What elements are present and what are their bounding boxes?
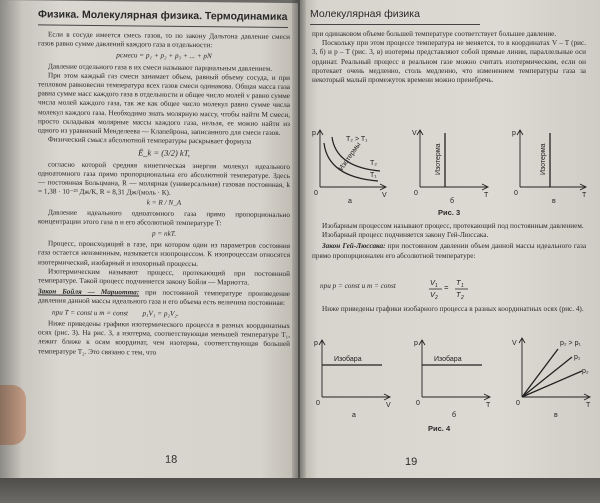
paragraph: Давление идеального одноатомного газа прямо пропорционально концентрации этого газа n и его абсолютной температуре T:: [38, 208, 290, 228]
subfigure-label: в: [554, 412, 558, 419]
law-paragraph: [312, 242, 586, 260]
book-gutter: [292, 0, 306, 480]
paragraph: Изобарный процесс подчиняется закону Гей-Люссака.: [322, 231, 489, 240]
figure-3-caption: Рис. 3: [438, 208, 461, 217]
right-page: [300, 0, 600, 480]
svg-text:=: =: [444, 283, 449, 292]
pressure-formula: p = nkT.: [151, 229, 177, 238]
svg-text:2: 2: [461, 295, 464, 301]
axis-label: T: [586, 402, 591, 409]
formula-condition: при p = const и m = const: [320, 282, 396, 290]
paragraph: Поскольку при этом процессе температура не меняется, то в координатах V – T (рис. 3, б) и p – T (рис. 3, в) изотермы представляют собой прямые линии, параллельные оси ординат. Реальный процесс в реальном газе можно считать изотермическим, если он протекает очень медленно, столь медленно, что изменением температуры газа за некоторый малый промежуток времени можно пренебречь.: [312, 39, 586, 85]
svg-text:T: T: [456, 290, 461, 299]
ratio-formula: [428, 275, 488, 301]
origin-label: 0: [514, 190, 518, 197]
boyle-equation: p₁V₁ = p₂V₂.: [142, 309, 179, 318]
svg-text:1: 1: [461, 283, 464, 289]
axis-label: V: [512, 340, 517, 347]
svg-text:1: 1: [435, 283, 438, 289]
boyle-formula: [38, 308, 290, 320]
paragraph: Если в сосуде имеется смесь газов, то по закону Дальтона давление смеси газов равно сумме давлений каждого газа в отдельности:: [38, 30, 290, 50]
right-page-text-bottom: [312, 305, 586, 314]
paragraph: Изотермическим называют процесс, протекающий при постоянной температуре. Такой процесс подчиняется закону Бойля — Мариотта.: [38, 267, 290, 287]
table-surface: [0, 478, 600, 503]
energy-formula: Ē_k = (3/2) kT,: [138, 147, 190, 159]
line-label-p1: p₁: [574, 354, 581, 361]
origin-label: 0: [314, 190, 318, 197]
svg-text:V: V: [430, 278, 436, 287]
paragraph: согласно которой средняя кинетическая энергия молекул идеального одноатомного газа прямо пропорциональна его абсолютной температуре. Здесь — постоянная Больцмана, R — молярная (универсальная) газовая постоянная, k = 1,38 · 10⁻²³ Дж/К, R = 8,31 Дж/(моль · К).: [38, 160, 290, 198]
axis-label: p: [512, 130, 516, 137]
law-title: Закон Гей-Люссака:: [322, 242, 386, 251]
law-title: Закон Бойля — Мариотта:: [38, 287, 140, 297]
axis-label: V: [382, 192, 387, 199]
right-page-text-mid: [312, 222, 586, 261]
isobar-label: Изобара: [334, 356, 362, 363]
left-page: [0, 0, 298, 483]
paragraph: Изобарным процессом называют процесс, протекающий под постоянным давлением.: [322, 222, 584, 230]
subfigure-label: б: [450, 198, 455, 205]
svg-text:V: V: [430, 290, 436, 299]
subfigure-label: в: [552, 198, 556, 205]
subfigure-label: а: [348, 198, 352, 205]
subfigure-label: б: [452, 412, 457, 419]
page-number: 19: [405, 456, 418, 468]
page-number: 18: [165, 453, 178, 466]
figure-4-caption: Рис. 4: [428, 424, 451, 433]
origin-label: 0: [516, 400, 520, 407]
left-page-text: [38, 30, 290, 358]
origin-label: 0: [414, 190, 418, 197]
pressure-relation: p₂ > p₁: [560, 340, 581, 347]
right-page-text-top: [312, 30, 586, 85]
dalton-formula: pсмеси = p₁ + p₂ + p₃ + ... + pN: [116, 51, 212, 61]
figure-4: [310, 335, 595, 420]
paragraph: При этом каждый газ смеси занимает объем, равный объему сосуда, и при тепловом равновесии температура всех газов смеси одинакова. Общая масса газа равна сумме масс каждого газа в отдельности и общее число молей v равно сумме числа молей каждого газа, так же как общее число молекул равно сумме числа молекул каждого газа. Необходимо знать молярную массу, чтобы найти M смеси, просто складывая молярные массы каждого газа, нельзя, ее можно найти из одного из уравнений Менделеева — Клапейрона, записанного для смеси газов.: [38, 71, 290, 137]
line-label-p2: p₂: [582, 368, 589, 375]
axis-label: T: [484, 192, 489, 199]
paragraph: Физический смысл абсолютной температуры раскрывает формула: [48, 135, 252, 146]
axis-label: p: [312, 130, 316, 137]
isobar-label: Изобара: [434, 356, 462, 363]
boltzmann-formula: k = R / N_A: [146, 198, 182, 208]
temperature-relation: T₂ > T₁: [346, 136, 368, 143]
paragraph: Ниже приведены графики изобарного процесса в разных координатных осях (рис. 4).: [322, 305, 584, 313]
paragraph: Ниже приведены графики изотермического процесса в разных координатных осях (рис. 3). На рис. 3, а изотерма, соответствующая меньшей температуре T₁, лежит ближе к осям координат, чем изотерма, соответствующая большей температуре T₂. Это связано с тем, что: [38, 319, 290, 357]
origin-label: 0: [416, 400, 420, 407]
isotherm-label: Изотерма: [540, 143, 547, 175]
paragraph: при одинаковом объеме большей температуре соответствует большее давление.: [312, 30, 557, 38]
law-paragraph: [38, 288, 290, 309]
law-text: при постоянном давлении объем данной массы идеального газа прямо пропорционален его абсолютной температуре:: [312, 242, 587, 260]
axis-label: T: [582, 192, 587, 199]
axis-label: p: [314, 340, 318, 347]
isotherm-label: Изотермы: [337, 141, 363, 173]
svg-text:T: T: [456, 278, 461, 287]
thumb: [0, 385, 26, 445]
left-page-header: Физика. Молекулярная физика. Термодинамика: [38, 8, 288, 28]
axis-label: V: [386, 402, 391, 409]
axis-label: V: [412, 130, 417, 137]
axis-label: p: [414, 340, 418, 347]
right-page-header: Молекулярная физика: [310, 8, 480, 25]
origin-label: 0: [316, 400, 320, 407]
isotherm-label: Изотерма: [435, 143, 442, 175]
subfigure-label: а: [352, 412, 356, 419]
svg-text:2: 2: [435, 295, 438, 301]
curve-label-t1: T₁: [370, 172, 377, 179]
curve-label-t2: T₂: [370, 160, 377, 167]
paragraph: Давление отдельного газа в их смеси называют парциальным давлением.: [48, 62, 273, 73]
law-text: при постоянной температуре произведение давления данной массы идеального газа и его объема есть величина постоянная:: [38, 288, 291, 308]
boyle-condition: при T = const и m = const: [52, 308, 129, 318]
axis-label: T: [486, 402, 491, 409]
figure-3: [310, 125, 590, 205]
paragraph: Процесс, происходящий в газе, при котором один из параметров состояния газа остается неизменным, называется изопроцессом. К изопроцессам относятся изотермический, изобарный и изохорный процессы.: [38, 239, 290, 268]
